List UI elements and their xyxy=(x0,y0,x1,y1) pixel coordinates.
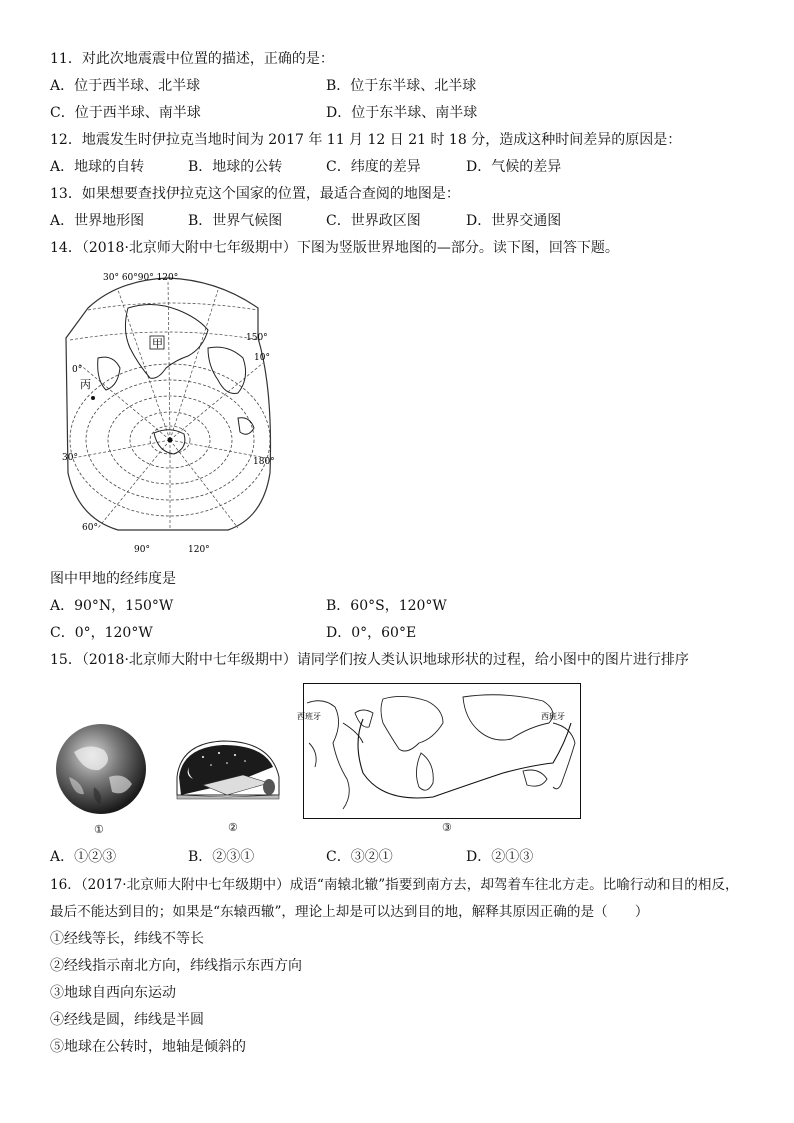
q13-option-a[interactable]: A．世界地形图 xyxy=(50,213,145,229)
q14-option-a[interactable]: A．90°N，150°W xyxy=(50,598,174,614)
question-11-stem: 11．对此次地震震中位置的描述，正确的是： xyxy=(50,51,334,67)
question-14-substem: 图中甲地的经纬度是 xyxy=(50,571,176,587)
caption-2: ② xyxy=(228,821,238,834)
q16-statement-5: ⑤地球在公转时，地轴是倾斜的 xyxy=(50,1039,246,1055)
q13-option-c[interactable]: C．世界政区图 xyxy=(326,213,421,229)
sky-dome-image xyxy=(173,737,285,807)
map-left-label-30: 30° xyxy=(62,453,78,463)
magellan-route-map xyxy=(297,683,581,819)
q15-option-a[interactable]: A．①②③ xyxy=(50,849,117,865)
q15-option-d[interactable]: D．②①③ xyxy=(466,849,534,865)
q13-option-d[interactable]: D．世界交通图 xyxy=(466,213,562,229)
map-left-label-0: 0° xyxy=(72,365,83,375)
question-12-stem: 12．地震发生时伊拉克当地时间为 2017 年 11 月 12 日 21 时 18 分，造成这种时间差异的原因是： xyxy=(50,132,682,148)
question-13-stem: 13．如果想要查找伊拉克这个国家的位置，最适合查阅的地图是： xyxy=(50,186,460,202)
q16-statement-2: ②经线指示南北方向，纬线指示东西方向 xyxy=(50,958,302,974)
question-16-stem-line1: 16．（2017·北京师大附中七年级期中）成语“南辕北辙”指要到南方去，却驾着车往北方走。比喻行动和目的相反， xyxy=(50,877,739,893)
caption-3: ③ xyxy=(442,821,452,834)
caption-1: ① xyxy=(94,823,104,836)
map-bottom-label-90: 90° xyxy=(134,545,150,555)
q14-option-d[interactable]: D．0°，60°E xyxy=(326,625,417,641)
map-label-spain-left: 西班牙 xyxy=(297,712,321,721)
q12-option-a[interactable]: A．地球的自转 xyxy=(50,159,145,175)
q12-option-c[interactable]: C．纬度的差异 xyxy=(326,159,421,175)
q11-option-a[interactable]: A．位于西半球、北半球 xyxy=(50,78,201,94)
q16-statement-4: ④经线是圆，纬线是半圆 xyxy=(50,1012,204,1028)
map-left-label-60: 60° xyxy=(82,523,98,533)
question-14-stem: 14．（2018·北京师大附中七年级期中）下图为竖版世界地图的—部分。读下图，回答下题。 xyxy=(50,240,619,256)
map-top-labels: 30° 60°90° 120° xyxy=(103,273,179,283)
map-right-label-10: 10° xyxy=(254,353,270,363)
map-right-label-150: 150° xyxy=(246,333,268,343)
q16-statement-3: ③地球自西向东运动 xyxy=(50,985,176,1001)
q15-option-c[interactable]: C．③②① xyxy=(326,849,393,865)
question-15-stem: 15．（2018·北京师大附中七年级期中）请同学们按人类认识地球形状的过程，给小图中的图片进行排序 xyxy=(50,652,689,668)
q11-option-b[interactable]: B．位于东半球、北半球 xyxy=(326,78,477,94)
q14-option-b[interactable]: B．60°S，120°W xyxy=(326,598,447,614)
q14-option-c[interactable]: C．0°，120°W xyxy=(50,625,153,641)
map-label-bing: 丙 xyxy=(80,378,91,391)
q12-option-d[interactable]: D．气候的差异 xyxy=(466,159,562,175)
q13-option-b[interactable]: B．世界气候图 xyxy=(188,213,283,229)
q15-option-b[interactable]: B．②③① xyxy=(188,849,255,865)
vertical-world-map xyxy=(58,268,278,558)
q11-option-d[interactable]: D．位于东半球、南半球 xyxy=(326,105,478,121)
earth-photo-image xyxy=(54,722,148,816)
map-label-jia: 甲 xyxy=(152,337,163,350)
map-label-spain-right: 西班牙 xyxy=(541,712,565,721)
q11-option-c[interactable]: C．位于西半球、南半球 xyxy=(50,105,201,121)
q16-statement-1: ①经线等长，纬线不等长 xyxy=(50,931,204,947)
question-16-stem-line2: 最后不能达到目的；如果是“东辕西辙”，理论上却是可以达到目的地，解释其原因正确的是（ ） xyxy=(50,904,649,920)
map-bottom-label-120: 120° xyxy=(188,545,210,555)
map-right-label-180: 180° xyxy=(253,457,275,467)
q12-option-b[interactable]: B．地球的公转 xyxy=(188,159,283,175)
